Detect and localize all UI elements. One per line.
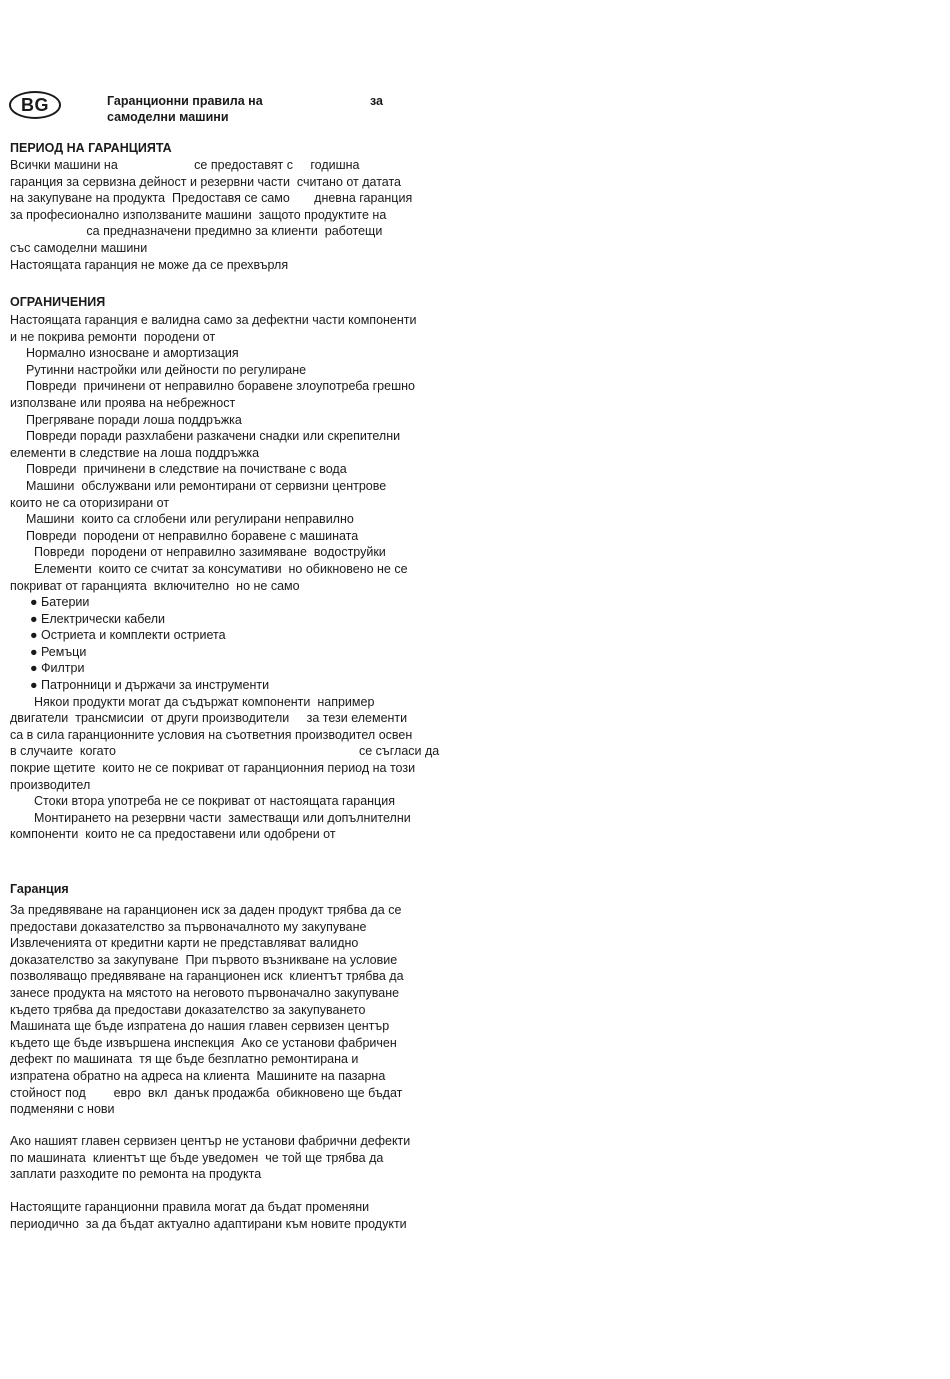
heading-warranty: Гаранция: [10, 882, 69, 896]
text-line: За предявяване на гаранционен иск за даден продукт трябва да се: [10, 903, 402, 917]
warranty-paragraph: [10, 1133, 410, 1183]
text-line: ● Остриета и комплекти остриета: [30, 628, 226, 643]
text-line: където ще бъде извършена инспекция Ако се установи фабричен: [10, 1035, 397, 1050]
text-line: със самоделни машини: [10, 240, 148, 255]
text-line: периодично за да бъдат актуално адаптирани към новите продукти: [10, 1216, 407, 1231]
text-line: Извлеченията от кредитни карти не представляват валидно: [10, 936, 359, 951]
bg-language-badge: BG: [9, 91, 61, 119]
text-line: Повреди причинени от неправилно боравене злоупотреба грешно: [26, 379, 415, 394]
page-title: [107, 93, 397, 125]
text-line: за професионално използваните машини защото продуктите на: [10, 207, 387, 222]
text-line: предостави доказателство за първоначалното му закупуване: [10, 919, 367, 934]
title-line-1-tail: за: [370, 94, 384, 108]
text-line: Ако нашият главен сервизен център не установи фабрични дефекти: [10, 1134, 411, 1148]
text-line: Повреди причинени в следствие на почистване с вода: [26, 462, 347, 477]
text-line: ● Електрически кабели: [30, 611, 166, 626]
text-line: използване или проява на небрежност: [10, 395, 236, 410]
text-line: Прегряване поради лоша поддръжка: [26, 412, 242, 427]
text-line: заплати разходите по ремонта на продукта: [10, 1167, 262, 1182]
text-line: в случаите когато се съгласи да: [10, 744, 440, 759]
warranty-paragraph: [10, 1199, 407, 1232]
text-line: ● Филтри: [30, 661, 85, 676]
text-line: по машината клиентът ще бъде уведомен че той ще трябва да: [10, 1150, 384, 1165]
text-line: са предназначени предимно за клиенти работещи: [10, 224, 383, 239]
text-line: Настоящата гаранция е валидна само за дефектни части компоненти: [10, 313, 417, 327]
text-line: позволяващо предявяване на гаранционен иск клиентът трябва да: [10, 969, 404, 984]
text-line: компоненти които не са предоставени или одобрени от: [10, 827, 336, 842]
title-line-1: Гаранционни правила на: [107, 94, 263, 108]
text-line: двигатели трансмисии от други производители за тези елементи: [10, 711, 408, 726]
text-line: на закупуване на продукта Предоставя се само дневна гаранция: [10, 191, 413, 206]
text-line: ● Патронници и държачи за инструменти: [30, 678, 270, 693]
limitations-text: [10, 312, 439, 843]
text-line: подменяни с нови: [10, 1102, 115, 1117]
text-line: производител: [10, 777, 91, 792]
text-line: Машини обслужвани или ремонтирани от сервизни центрове: [26, 478, 387, 493]
text-line: Рутинни настройки или дейности по регулиране: [26, 362, 307, 377]
warranty-paragraph: [10, 902, 404, 1118]
title-line-2: самоделни машини: [107, 110, 229, 124]
text-line: Повреди породени от неправилно боравене с машината: [26, 528, 359, 543]
heading-warranty-period: ПЕРИОД НА ГАРАНЦИЯТА: [10, 141, 172, 155]
text-line: където трябва да предостави доказателство за закупуването: [10, 1002, 366, 1017]
text-line: ● Ремъци: [30, 644, 87, 659]
text-line: и не покрива ремонти породени от: [10, 329, 216, 344]
text-line: гаранция за сервизна дейност и резервни части считано от датата: [10, 174, 402, 189]
text-line: които не са оторизирани от: [10, 495, 170, 510]
text-line: дефект по машината тя ще бъде безплатно ремонтирана и: [10, 1052, 359, 1067]
text-line: Стоки втора употреба не се покриват от настоящата гаранция: [34, 794, 395, 809]
text-line: доказателство за закупуване При първото възникване на условие: [10, 952, 398, 967]
text-line: занесе продукта на мястото на неговото първоначално закупуване: [10, 985, 400, 1000]
text-line: покриват от гаранцията включително но не само: [10, 578, 300, 593]
text-line: Машини които са сглобени или регулирани неправилно: [26, 512, 354, 527]
text-line: изпратена обратно на адреса на клиента Машините на пазарна: [10, 1068, 386, 1083]
text-line: Елементи които се считат за консумативи но обикновено не се: [34, 561, 408, 576]
text-line: Настоящите гаранционни правила могат да бъдат променяни: [10, 1200, 370, 1214]
text-line: ● Батерии: [30, 595, 90, 610]
text-line: Всички машини на се предоставят с годишна: [10, 158, 360, 172]
text-line: Нормално износване и амортизация: [26, 346, 239, 361]
heading-limitations: ОГРАНИЧЕНИЯ: [10, 295, 106, 309]
text-line: Монтирането на резервни части заместващи или допълнителни: [34, 810, 411, 825]
text-line: покрие щетите които не се покриват от гаранционния период на този: [10, 761, 416, 776]
warranty-period-text: [10, 157, 412, 273]
text-line: елементи в следствие на лоша поддръжка: [10, 445, 260, 460]
text-line: Машината ще бъде изпратена до нашия главен сервизен център: [10, 1019, 390, 1034]
text-line: Повреди поради разхлабени разкачени снадки или скрепителни: [26, 429, 401, 444]
text-line: стойност под евро вкл данък продажба обикновено ще бъдат: [10, 1085, 403, 1100]
text-line: Някои продукти могат да съдържат компоненти например: [34, 694, 375, 709]
text-line: Настоящата гаранция не може да се прехвърля: [10, 257, 289, 272]
text-line: са в сила гаранционните условия на съответния производител освен: [10, 727, 413, 742]
text-line: Повреди породени от неправилно зазимяване водоструйки: [34, 545, 386, 560]
